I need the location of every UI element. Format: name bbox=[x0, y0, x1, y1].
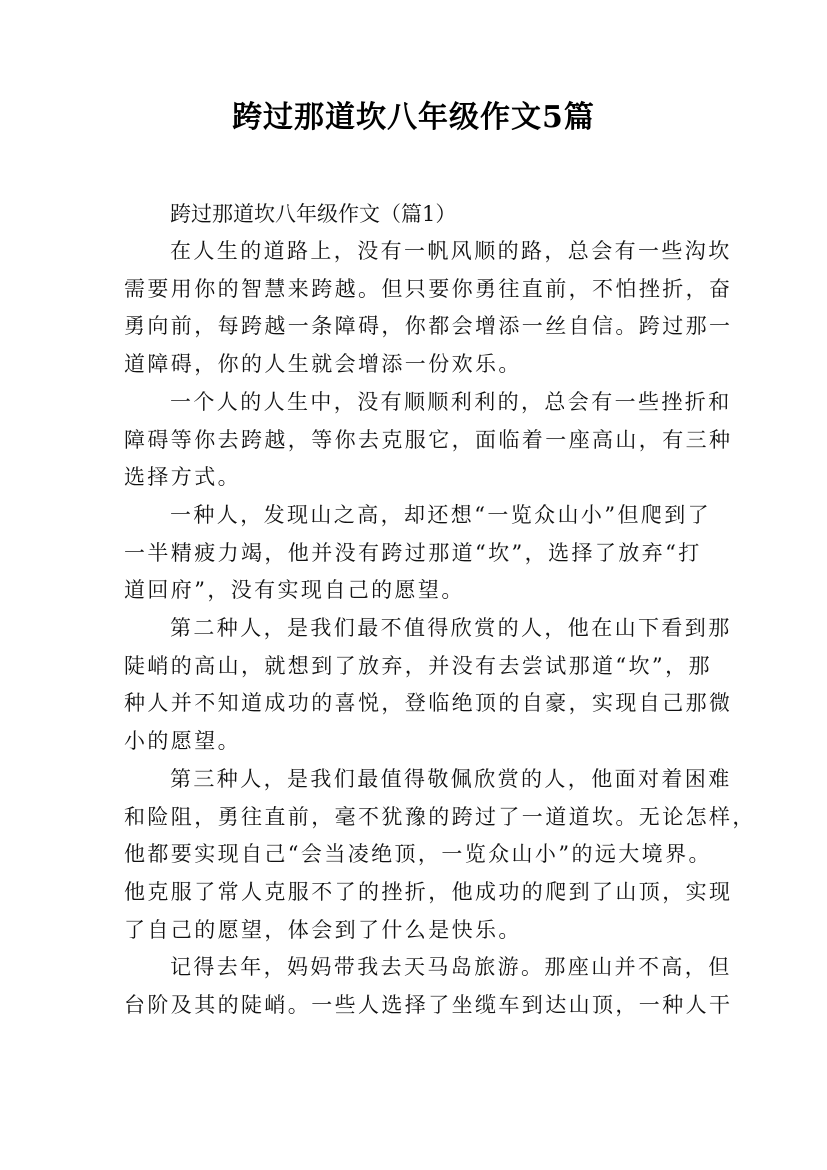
text-line: 第三种人，是我们最值得敬佩欣赏的人，他面对着困难 bbox=[170, 766, 732, 791]
document-title: 跨过那道坎八年级作文5篇 bbox=[232, 100, 595, 135]
section-heading: 跨过那道坎八年级作文（篇1） bbox=[170, 202, 457, 226]
text-line: 选择方式。 bbox=[124, 465, 241, 490]
text-line: 第二种人，是我们最不值得欣赏的人，他在山下看到那 bbox=[170, 616, 732, 641]
text-line: 一种人，发现山之高，却还想“一览众山小”但爬到了 bbox=[170, 502, 712, 527]
text-line: 他都要实现自己“会当凌绝顶，一览众山小”的远大境界。 bbox=[124, 842, 712, 867]
document-body bbox=[124, 196, 756, 1025]
text-line: 在人生的道路上，没有一帆风顺的路，总会有一些沟坎 bbox=[170, 239, 732, 263]
text-line: 道障碍，你的人生就会增添一份欢乐。 bbox=[124, 352, 522, 377]
text-line: 和险阻，勇往直前，毫不犹豫的跨过了一道道坎。无论怎样， bbox=[124, 804, 756, 829]
text-line: 障碍等你去跨越，等你去克服它，面临着一座高山，有三种 bbox=[124, 427, 733, 452]
text-line: 需要用你的智慧来跨越。但只要你勇往直前，不怕挫折，奋 bbox=[124, 276, 733, 301]
text-line: 种人并不知道成功的喜悦，登临绝顶的自豪，实现自己那微 bbox=[124, 691, 733, 716]
text-line: 一个人的人生中，没有顺顺利利的，总会有一些挫折和 bbox=[170, 389, 732, 414]
text-line: 陡峭的高山，就想到了放弃，并没有去尝试那道“坎”，那 bbox=[124, 653, 712, 678]
text-line: 道回府”，没有实现自己的愿望。 bbox=[124, 578, 465, 603]
text-line: 台阶及其的陡峭。一些人选择了坐缆车到达山顶，一种人干 bbox=[124, 993, 733, 1018]
text-line: 勇向前，每跨越一条障碍，你都会增添一丝自信。跨过那一 bbox=[124, 314, 733, 339]
text-line: 小的愿望。 bbox=[124, 729, 241, 754]
text-line: 他克服了常人克服不了的挫折，他成功的爬到了山顶，实现 bbox=[124, 879, 733, 904]
text-line: 了自己的愿望，体会到了什么是快乐。 bbox=[124, 917, 522, 942]
text-line: 记得去年，妈妈带我去天马岛旅游。那座山并不高，但 bbox=[170, 955, 732, 980]
text-line: 一半精疲力竭，他并没有跨过那道“坎”，选择了放弃“打 bbox=[124, 540, 702, 565]
